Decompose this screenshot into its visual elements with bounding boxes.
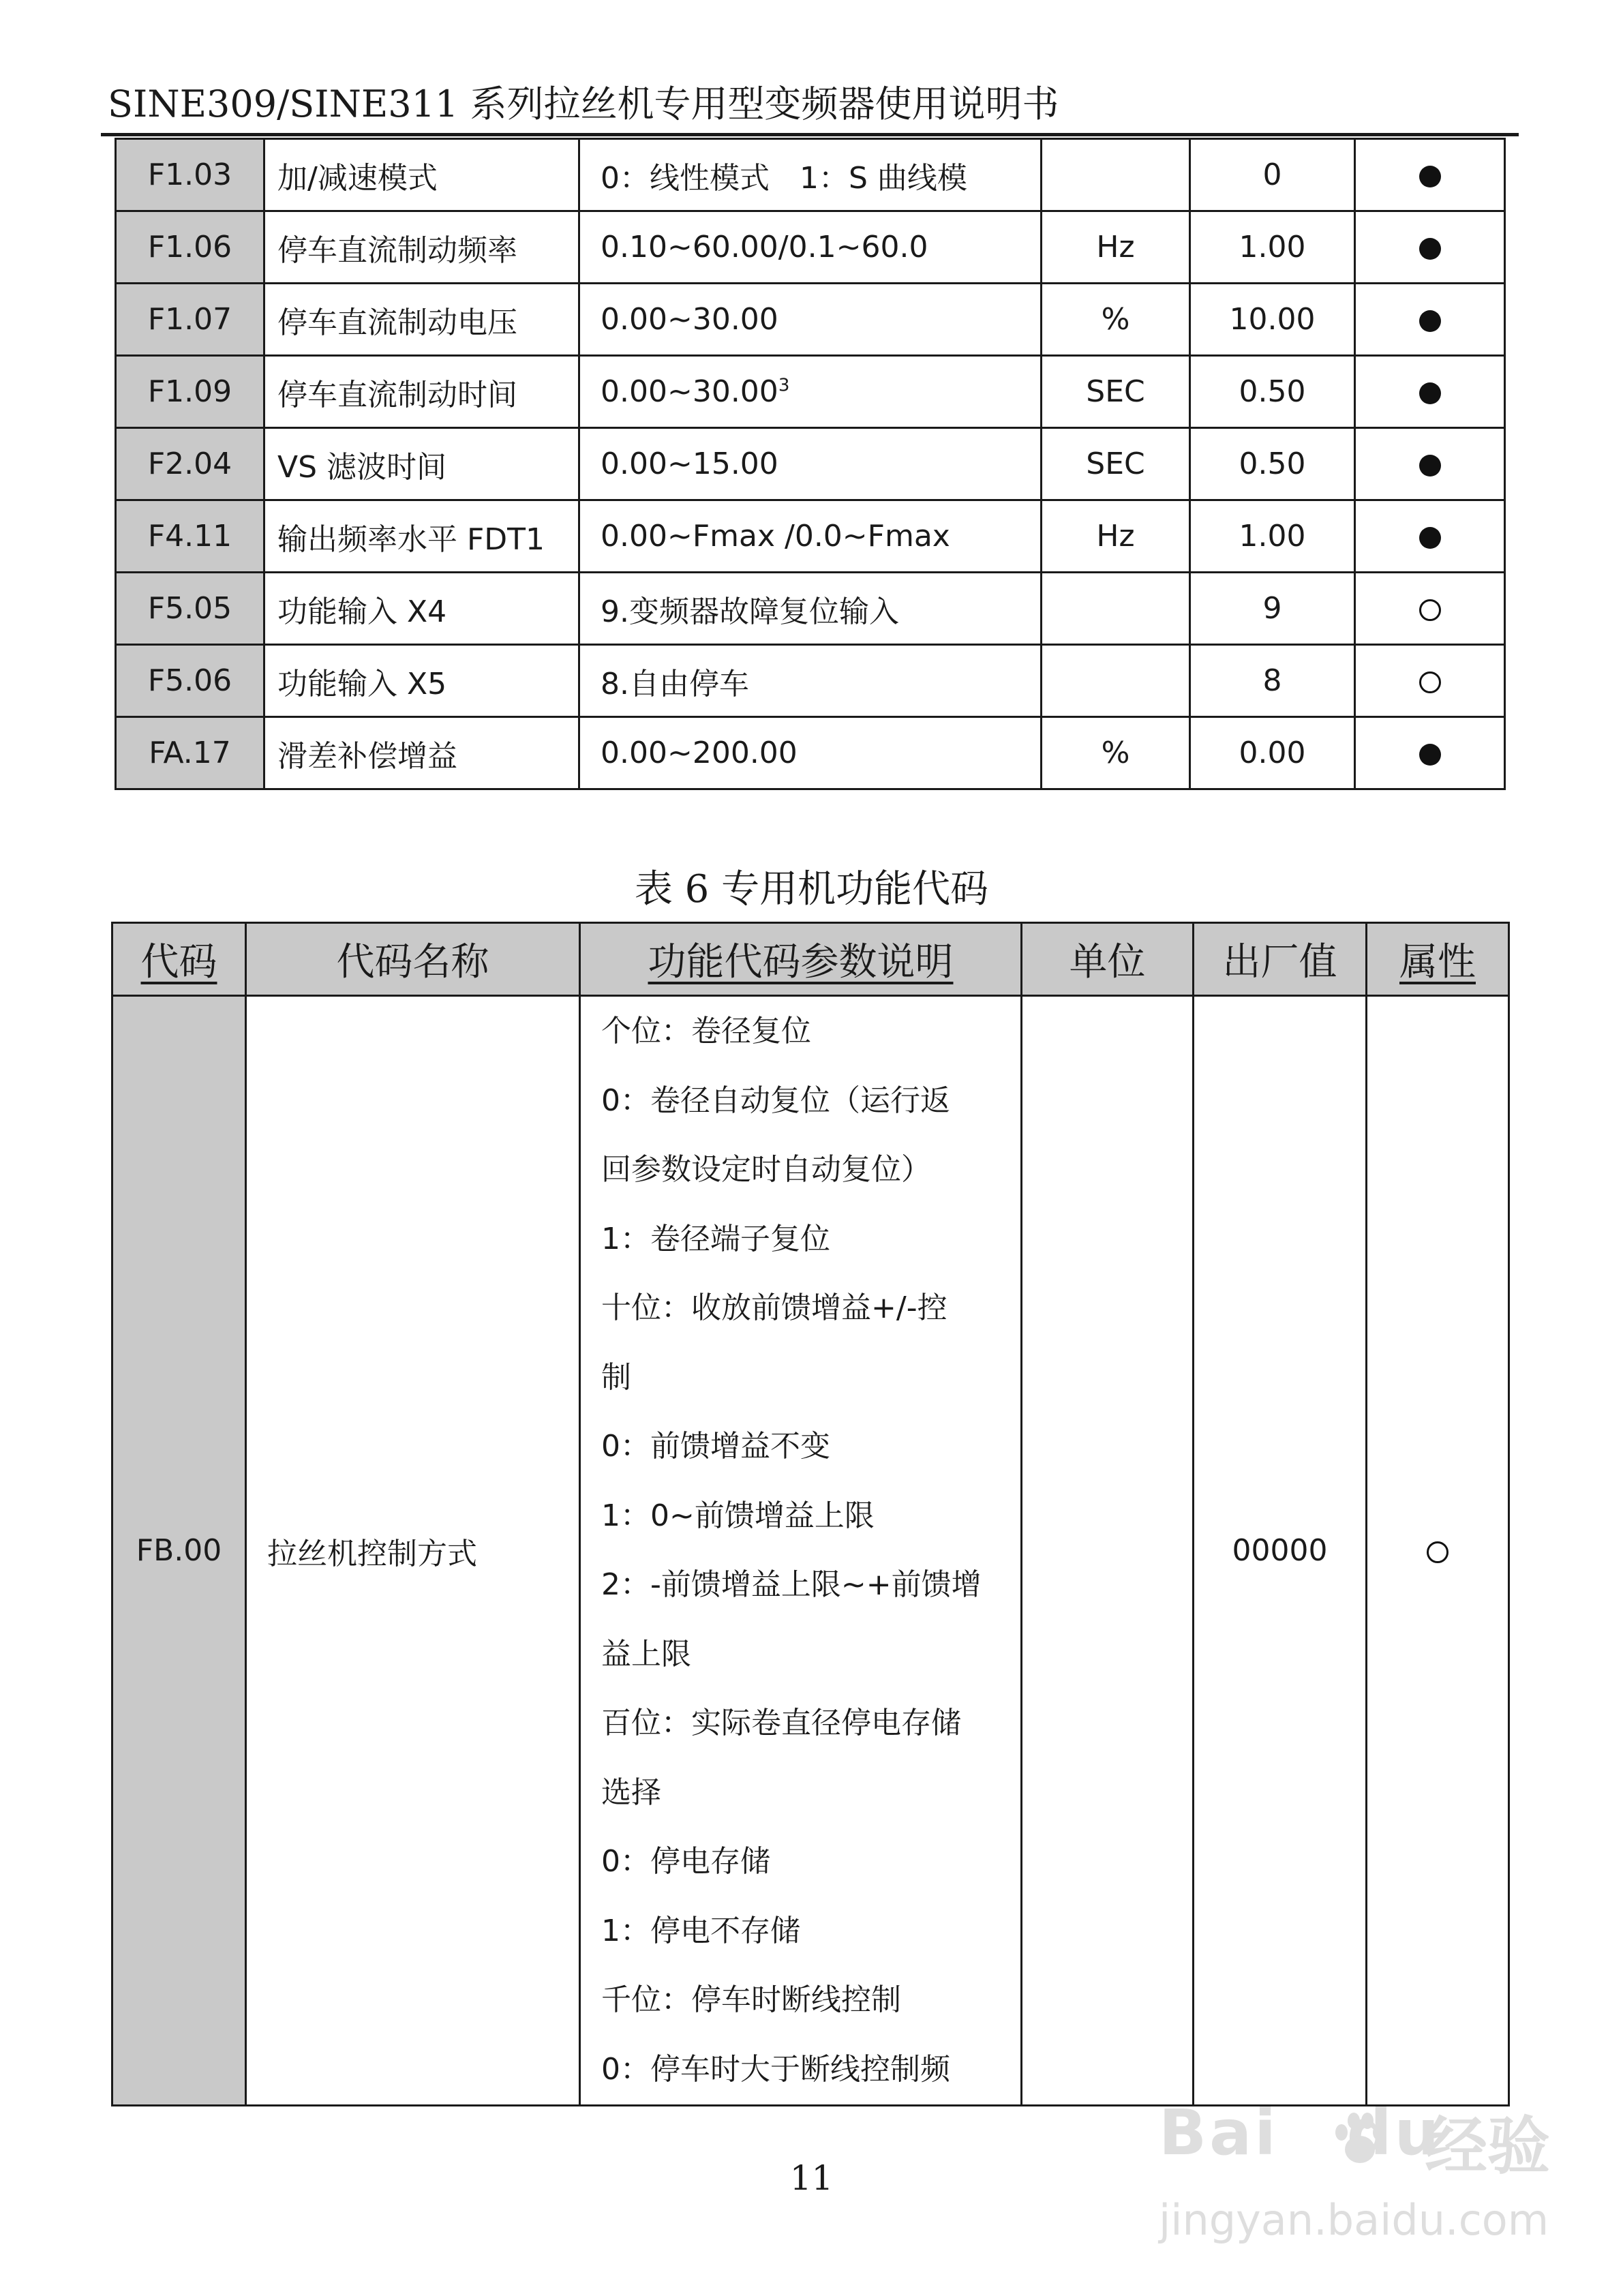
param-name: 拉丝机控制方式 [246,996,580,2106]
description-line: 益上限 [601,1636,691,1672]
attr-open-circle-icon [1427,1541,1448,1563]
attr-filled-circle-icon [1419,310,1441,332]
header-attr: 属性 [1367,923,1509,996]
param-name: 滑差补偿增益 [264,717,579,789]
param-attr [1355,573,1505,645]
param-default: 0.50 [1190,356,1355,428]
param-default: 1.00 [1190,500,1355,573]
attr-filled-circle-icon [1419,382,1441,404]
description-line: 十位：收放前馈增益+/-控 [601,1290,947,1325]
param-range: 0.00~30.00 [579,284,1042,356]
param-attr [1355,211,1505,284]
table-row [116,284,1505,356]
watermark-logo-text: Bai du [1159,2096,1442,2169]
table-row [116,500,1505,573]
param-unit: % [1042,717,1190,789]
param-code: F1.09 [116,356,264,428]
baidu-jingyan-watermark [1159,2096,1551,2253]
table-row [116,428,1505,500]
attr-filled-circle-icon [1419,744,1441,766]
header-name: 代码名称 [246,923,580,996]
table-row [116,717,1505,789]
table-row [116,645,1505,717]
header-rule [101,133,1519,136]
watermark-url: jingyan.baidu.com [1159,2195,1549,2245]
description-line: 1：0~前馈增益上限 [601,1498,875,1533]
param-name: 输出频率水平 FDT1 [264,500,579,573]
description-line: 选择 [601,1774,661,1810]
param-name: VS 滤波时间 [264,428,579,500]
param-range: 0.10~60.00/0.1~60.0 [579,211,1042,284]
document-title: SINE309/SINE311 系列拉丝机专用型变频器使用说明书 [108,82,1059,125]
param-name: 功能输入 X5 [264,645,579,717]
description-line: 0：停车时大于断线控制频 [601,2051,950,2087]
param-unit [1042,573,1190,645]
description-line: 1：停电不存储 [601,1913,800,1948]
param-range: 0.00~30.00$^3$ [579,356,1042,428]
attr-open-circle-icon [1419,599,1441,621]
attr-filled-circle-icon [1419,166,1441,187]
param-code: F1.06 [116,211,264,284]
param-description [580,996,1022,2106]
header-default: 出厂值 [1194,923,1367,996]
param-range: 9.变频器故障复位输入 [579,573,1042,645]
description-line: 0：卷径自动复位（运行返 [601,1083,950,1118]
table-row [116,139,1505,211]
param-default: 8 [1190,645,1355,717]
header-unit: 单位 [1022,923,1194,996]
special-function-code-table [111,922,1510,2106]
param-attr [1355,284,1505,356]
param-attr [1355,428,1505,500]
param-name: 停车直流制动时间 [264,356,579,428]
param-unit: Hz [1042,500,1190,573]
description-line: 个位：卷径复位 [601,1014,811,1048]
param-attr [1355,500,1505,573]
param-default: 0.50 [1190,428,1355,500]
param-name: 加/减速模式 [264,139,579,211]
param-unit [1022,996,1194,2106]
param-name: 停车直流制动电压 [264,284,579,356]
attr-filled-circle-icon [1419,238,1441,260]
param-default: 00000 [1194,996,1367,2106]
param-code: F5.05 [116,573,264,645]
header-desc: 功能代码参数说明 [580,923,1022,996]
parameter-table-continued [115,138,1506,790]
param-range: 0.00~15.00 [579,428,1042,500]
param-default: 9 [1190,573,1355,645]
description-line: 2：-前馈增益上限~+前馈增 [601,1567,982,1602]
watermark-brand: 经验 [1425,2110,1551,2183]
param-default: 10.00 [1190,284,1355,356]
param-range: 0.00~200.00 [579,717,1042,789]
param-code: FA.17 [116,717,264,789]
param-unit [1042,645,1190,717]
table-row [116,573,1505,645]
attr-open-circle-icon [1419,671,1441,693]
param-unit: SEC [1042,428,1190,500]
paw-icon [1329,2109,1391,2170]
param-unit: Hz [1042,211,1190,284]
header-code: 代码 [112,923,246,996]
page-number: 11 [789,2158,834,2198]
description-line: 0：停电存储 [601,1844,770,1879]
param-code: F4.11 [116,500,264,573]
param-attr [1355,645,1505,717]
description-line: 0：前馈增益不变 [601,1429,830,1464]
param-unit [1042,139,1190,211]
attr-filled-circle-icon [1419,455,1441,477]
table-header-row [112,923,1509,996]
param-default: 1.00 [1190,211,1355,284]
param-name: 功能输入 X4 [264,573,579,645]
param-attr [1355,717,1505,789]
table-row [112,996,1509,2106]
param-default: 0.00 [1190,717,1355,789]
param-unit: SEC [1042,356,1190,428]
description-line: 回参数设定时自动复位） [601,1152,931,1187]
table-caption: 表 6 专用机功能代码 [634,867,989,911]
param-unit: % [1042,284,1190,356]
param-code: F2.04 [116,428,264,500]
param-attr [1355,139,1505,211]
param-range: 8.自由停车 [579,645,1042,717]
description-line: 百位：实际卷直径停电存储 [601,1706,961,1740]
param-name: 停车直流制动频率 [264,211,579,284]
table-row [116,356,1505,428]
table-row [116,211,1505,284]
description-line: 制 [601,1359,631,1395]
description-line: 1：卷径端子复位 [601,1221,830,1256]
description-line: 千位：停车时断线控制 [601,1982,901,2017]
param-code: F1.03 [116,139,264,211]
param-range: 0.00~Fmax /0.0~Fmax [579,500,1042,573]
attr-filled-circle-icon [1419,527,1441,549]
param-code: FB.00 [112,996,246,2106]
param-range: 0：线性模式 1：S 曲线模 [579,139,1042,211]
param-code: F1.07 [116,284,264,356]
param-attr [1367,996,1509,2106]
param-attr [1355,356,1505,428]
footnote-superscript: 3 [778,375,790,396]
param-code: F5.06 [116,645,264,717]
param-default: 0 [1190,139,1355,211]
